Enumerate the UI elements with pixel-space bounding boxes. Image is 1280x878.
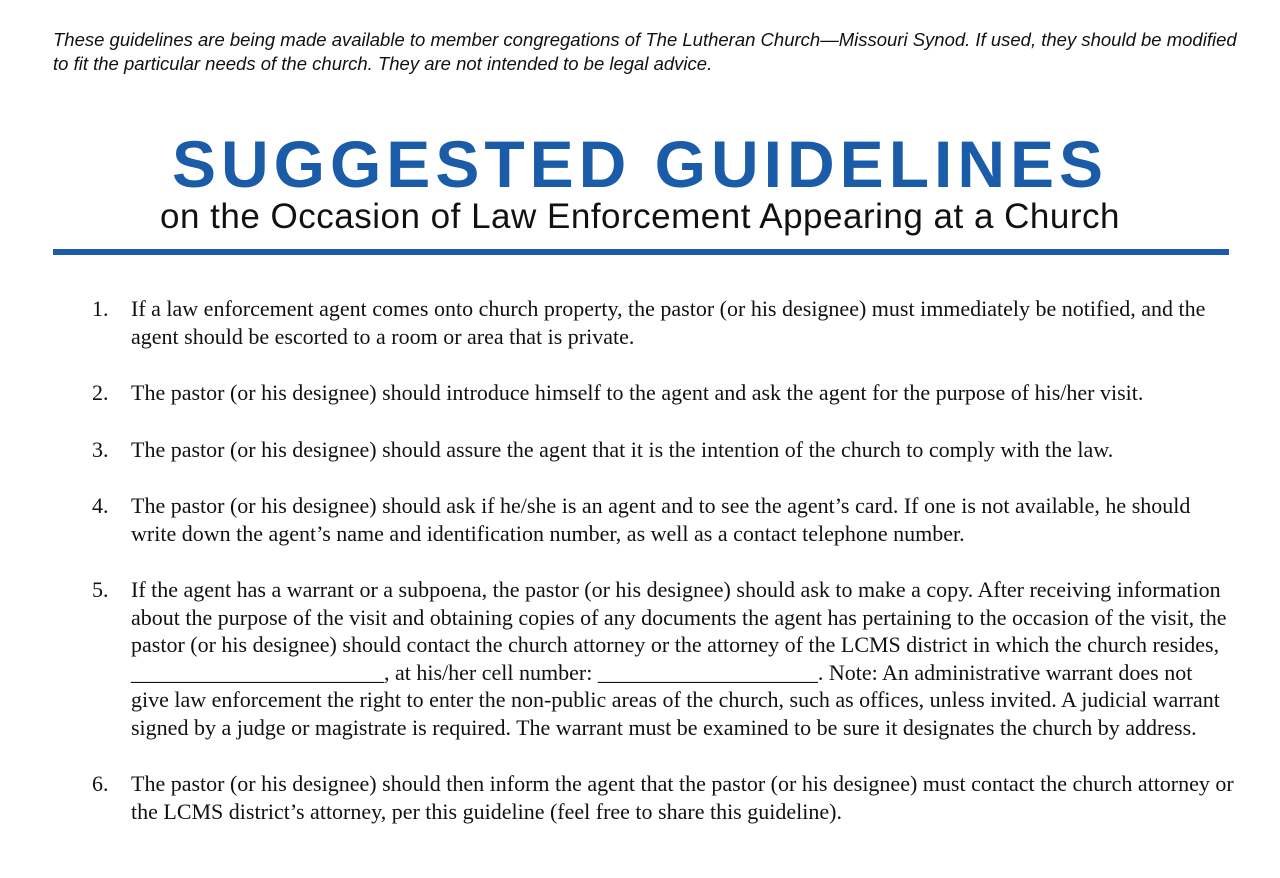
guideline-number: 5. [92, 577, 109, 602]
guideline-item [84, 295, 1234, 350]
guideline-number: 4. [92, 493, 109, 518]
guideline-number: 3. [92, 436, 109, 462]
guideline-text: The pastor (or his designee) should assure the agent that it is the intention of the church to comply with the law. [131, 436, 1114, 462]
guideline-item [84, 576, 1234, 741]
guidelines-list [84, 295, 1234, 854]
guideline-text: The pastor (or his designee) should introduce himself to the agent and ask the agent for the purpose of his/her visit. [131, 380, 1144, 405]
guideline-item [84, 770, 1234, 825]
guideline-number: 2. [92, 380, 109, 405]
guideline-item [84, 436, 1234, 464]
guideline-text: The pastor (or his designee) should then inform the agent that the pastor (or his designee) must contact the church attorney or the LCMS district’s attorney, per this guideline (feel free to share this guideline). [131, 771, 1234, 824]
guideline-number: 1. [92, 296, 109, 321]
guideline-text: If the agent has a warrant or a subpoena, the pastor (or his designee) should ask to make a copy. After receiving information about the purpose of the visit and obtaining copies of any documents the agent has pertaining to the occasion of the visit, the pastor (or his designee) should contact the church attorney or the attorney of the LCMS district in which the church resides, _______________________, at his/her cell number: ____________________. Note: An administrative warrant does not give law enforcement the right to enter the non-public areas of the church, such as offices, unless invited. A judicial warrant signed by a judge or magistrate is required. The warrant must be examined to be sure it designates the church by address. [131, 577, 1227, 740]
document-title: SUGGESTED GUIDELINES [171, 127, 1109, 201]
document-subtitle: on the Occasion of Law Enforcement Appearing at a Church [160, 197, 1120, 236]
guideline-number: 6. [92, 771, 109, 796]
guideline-item [84, 379, 1234, 407]
guideline-text: The pastor (or his designee) should ask if he/she is an agent and to see the agent’s card. If one is not available, he should write down the agent’s name and identification number, as well as a contact telephone number. [131, 493, 1191, 546]
disclaimer-text: These guidelines are being made available to member congregations of The Lutheran Church—Missouri Synod. If used, they should be modified to fit the particular needs of the church. They are not intended to be legal advice. [53, 29, 1237, 74]
guideline-text: If a law enforcement agent comes onto church property, the pastor (or his designee) must immediately be notified, and the agent should be escorted to a room or area that is private. [131, 296, 1206, 349]
title-divider [53, 249, 1229, 255]
guideline-item [84, 492, 1234, 547]
